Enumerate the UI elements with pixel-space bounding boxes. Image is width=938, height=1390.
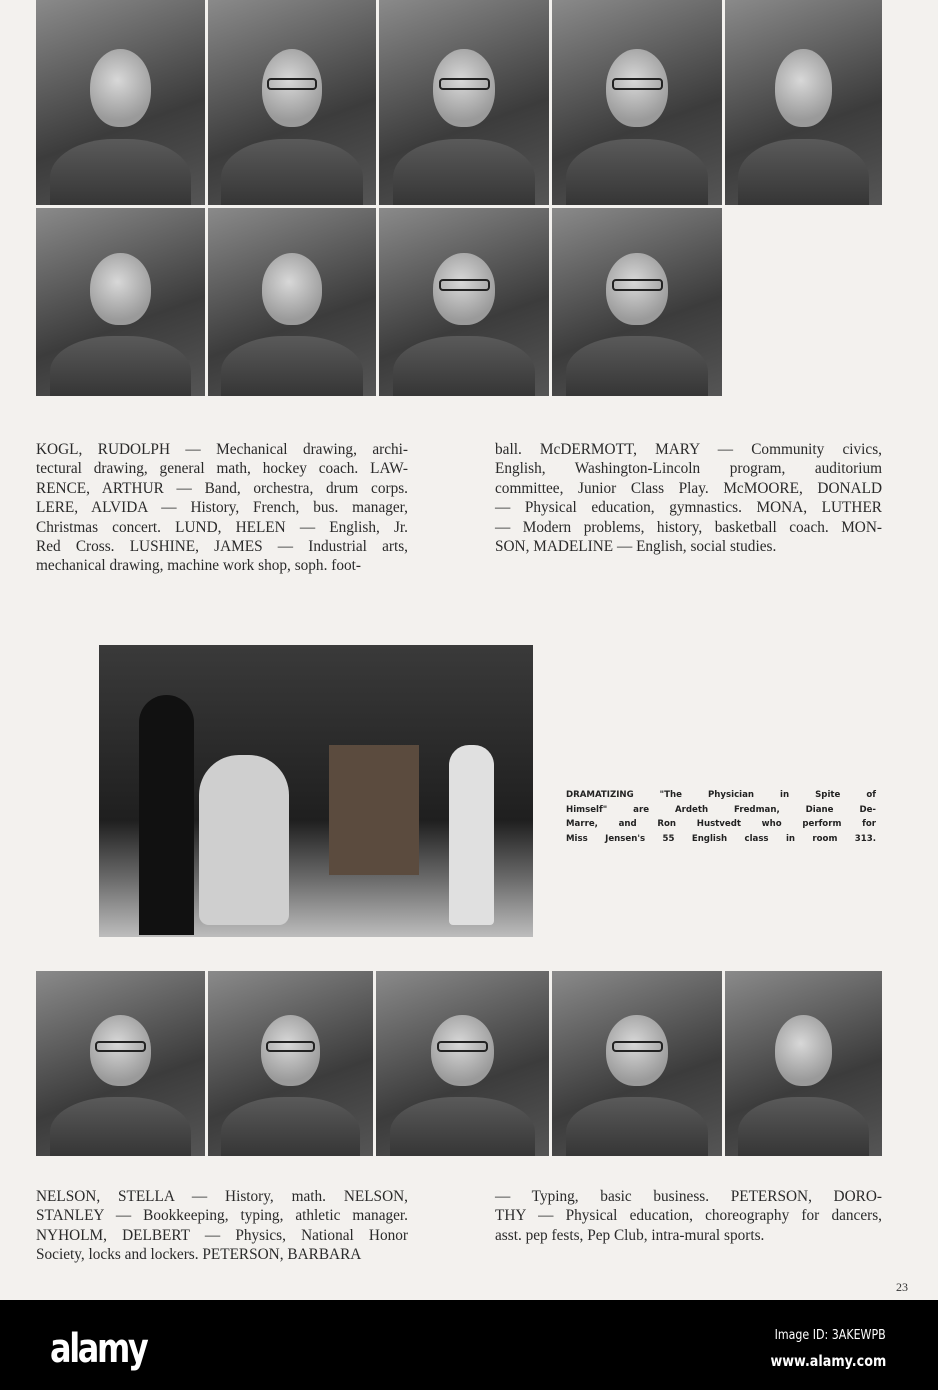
glasses-icon bbox=[266, 1041, 316, 1052]
torso bbox=[566, 1097, 709, 1156]
text-line: KOGL, RUDOLPH — Mechanical drawing, archi- bbox=[36, 441, 408, 458]
teacher-portrait bbox=[379, 0, 549, 205]
text-line: NYHOLM, DELBERT — Physics, National Honor bbox=[36, 1226, 408, 1244]
torso bbox=[738, 1097, 870, 1156]
alamy-logo: alamy bbox=[50, 1326, 147, 1372]
text-line: RENCE, ARTHUR — Band, orchestra, drum corps. bbox=[36, 479, 408, 497]
teacher-portrait bbox=[552, 0, 722, 205]
faculty-text-bottom-right bbox=[495, 1187, 882, 1245]
text-line: Society, locks and lockers. PETERSON, BARBARA bbox=[36, 1246, 362, 1264]
torso bbox=[50, 336, 192, 396]
teacher-portrait bbox=[36, 971, 205, 1156]
glasses-icon bbox=[95, 1041, 146, 1052]
text-line: — Physical education, gymnastics. MONA, LUTHER bbox=[495, 499, 882, 517]
text-line: LERE, ALVIDA — History, French, bus. manager, bbox=[36, 499, 408, 517]
face bbox=[90, 49, 151, 127]
glasses-icon bbox=[612, 78, 663, 90]
glasses-icon bbox=[267, 78, 317, 90]
text-line: — Modern problems, history, basketball coach. MON- bbox=[495, 518, 882, 536]
torso bbox=[221, 1097, 360, 1156]
torso bbox=[738, 139, 870, 205]
teacher-portrait bbox=[208, 208, 376, 396]
text-line: Red Cross. LUSHINE, JAMES — Industrial arts, bbox=[36, 538, 408, 556]
teacher-portrait bbox=[552, 208, 722, 396]
faculty-text-bottom-left bbox=[36, 1187, 408, 1265]
teacher-portrait bbox=[379, 208, 549, 396]
text-line: — Typing, basic business. PETERSON, DORO- bbox=[495, 1188, 882, 1205]
text-line: tectural drawing, general math, hockey coach. LAW- bbox=[36, 460, 408, 478]
actor-figure bbox=[139, 695, 194, 935]
glasses-icon bbox=[439, 279, 490, 290]
face bbox=[775, 1015, 832, 1085]
text-line: NELSON, STELLA — History, math. NELSON, bbox=[36, 1188, 408, 1205]
torso bbox=[566, 139, 709, 205]
torso bbox=[393, 336, 536, 396]
text-line: Miss Jensen's 55 English class in room 313. bbox=[566, 833, 876, 844]
image-id: Image ID: 3AKEWPB bbox=[774, 1328, 886, 1343]
torso bbox=[221, 336, 362, 396]
face bbox=[262, 253, 322, 324]
text-line: English, Washington-Lincoln program, auditorium bbox=[495, 460, 882, 478]
text-line: THY — Physical education, choreography for dancers, bbox=[495, 1207, 882, 1225]
text-line: SON, MADELINE — English, social studies. bbox=[495, 538, 777, 556]
text-line: asst. pep fests, Pep Club, intra-mural sports. bbox=[495, 1226, 765, 1244]
page-number: 23 bbox=[896, 1280, 908, 1294]
actress-figure bbox=[199, 755, 289, 925]
faculty-text-top-right bbox=[495, 440, 882, 556]
torso bbox=[50, 139, 192, 205]
teacher-portrait bbox=[208, 971, 373, 1156]
actress-figure bbox=[449, 745, 494, 925]
teacher-portrait bbox=[552, 971, 722, 1156]
torso bbox=[50, 1097, 192, 1156]
glasses-icon bbox=[612, 279, 663, 290]
glasses-icon bbox=[437, 1041, 489, 1052]
teacher-portrait bbox=[725, 971, 882, 1156]
torso bbox=[390, 1097, 535, 1156]
cabinet bbox=[329, 745, 419, 875]
faculty-text-top-left bbox=[36, 440, 408, 576]
watermark-bar bbox=[0, 1300, 938, 1390]
classroom-drama-photo bbox=[99, 645, 533, 937]
glasses-icon bbox=[439, 78, 490, 90]
text-line: DRAMATIZING "The Physician in Spite of bbox=[566, 790, 876, 800]
text-line: mechanical drawing, machine work shop, soph. foot- bbox=[36, 557, 361, 575]
text-line: committee, Junior Class Play. McMOORE, DONALD bbox=[495, 479, 882, 497]
text-line: Marre, and Ron Hustvedt who perform for bbox=[566, 819, 876, 830]
face bbox=[90, 253, 151, 324]
face bbox=[775, 49, 832, 127]
teacher-portrait bbox=[36, 208, 205, 396]
site-url: www.alamy.com bbox=[770, 1352, 886, 1370]
glasses-icon bbox=[612, 1041, 663, 1052]
torso bbox=[566, 336, 709, 396]
teacher-portrait bbox=[376, 971, 549, 1156]
text-line: STANLEY — Bookkeeping, typing, athletic manager. bbox=[36, 1207, 408, 1225]
torso bbox=[393, 139, 536, 205]
photo-caption bbox=[566, 788, 876, 846]
teacher-portrait bbox=[725, 0, 882, 205]
text-line: Christmas concert. LUND, HELEN — English, Jr. bbox=[36, 518, 408, 536]
text-line: Himself" are Ardeth Fredman, Diane De- bbox=[566, 804, 876, 815]
teacher-portrait bbox=[208, 0, 376, 205]
torso bbox=[221, 139, 362, 205]
text-line: ball. McDERMOTT, MARY — Community civics, bbox=[495, 441, 882, 458]
teacher-portrait bbox=[36, 0, 205, 205]
